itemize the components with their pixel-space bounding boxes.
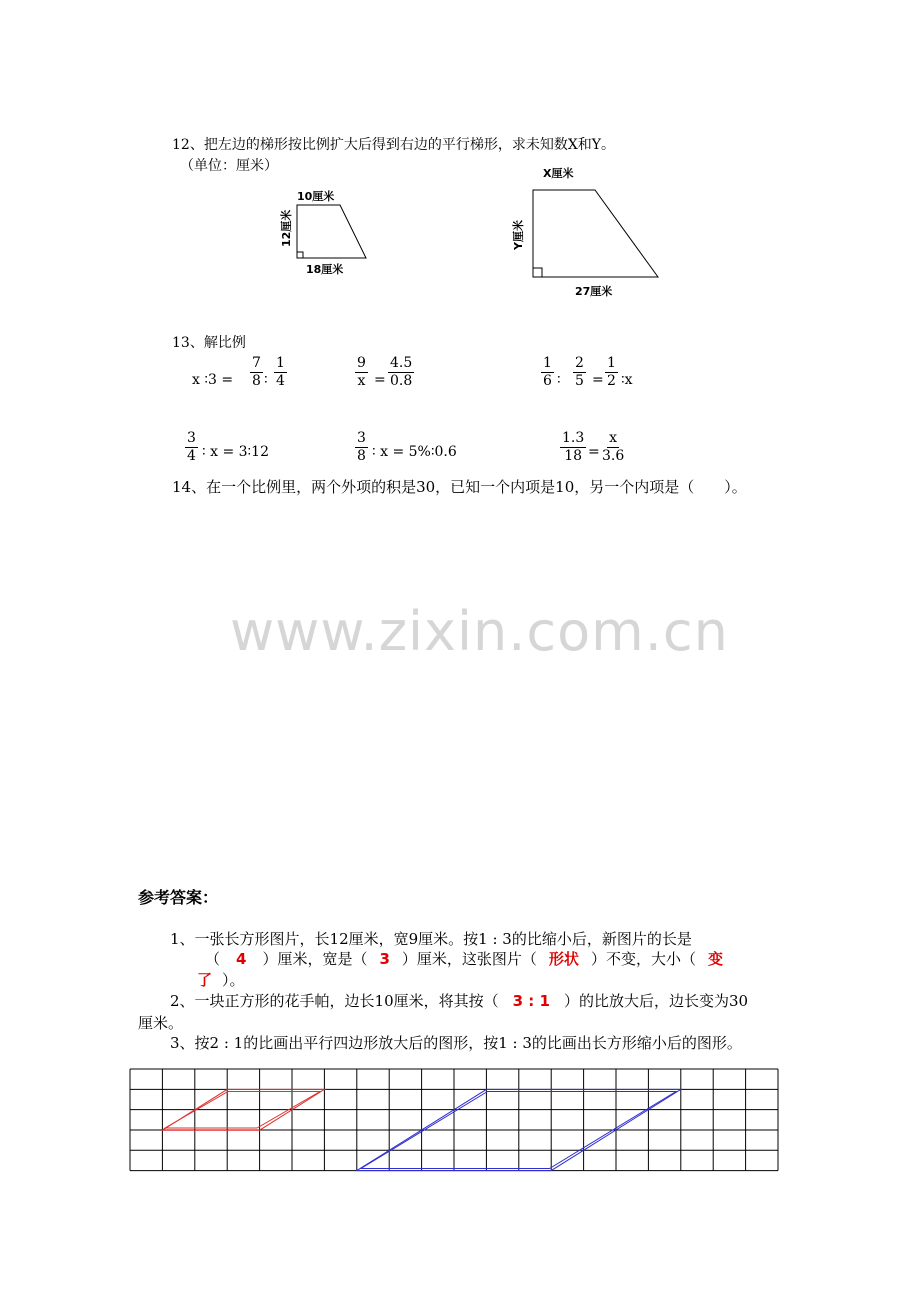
answer-1-line-3	[197, 969, 245, 990]
p3-tail: ∶x	[621, 372, 633, 388]
answer-grid	[130, 1069, 780, 1173]
p1-sep: ∶	[264, 372, 268, 388]
a2-pre: 2、一块正方形的花手帕，边长10厘米，将其按（	[170, 992, 499, 1010]
p5-tail: ∶ x = 5%∶0.6	[372, 444, 457, 460]
answer-1-value-size-1: 变	[707, 950, 723, 968]
grid-lines	[130, 1069, 778, 1171]
p3-fraction-1: $\frac{1}{6}$	[543, 355, 552, 389]
small-left-label: 12厘米	[280, 209, 293, 247]
p6-fraction-2: $\frac{x}{3.6}$	[602, 430, 625, 464]
p6-eq: =	[588, 444, 600, 460]
p1-prefix: x ∶3 =	[192, 372, 234, 388]
a2-post: ）的比放大后，边长变为30	[563, 992, 749, 1010]
small-trapezoid	[297, 205, 366, 258]
p3-fraction-2: $\frac{2}{5}$	[575, 355, 584, 389]
big-trapezoid	[533, 190, 658, 277]
small-top-label: 10厘米	[297, 190, 335, 203]
a1-end: ）。	[222, 971, 245, 989]
p6-fraction-1: $\frac{1.3}{18}$	[562, 430, 585, 464]
a1-mid1: ）厘米，宽是（	[262, 950, 368, 968]
watermark: www.zixin.com.cn	[230, 600, 729, 663]
q14-text: 14、在一个比例里，两个外项的积是30，已知一个内项是10，另一个内项是（ ）。	[172, 478, 747, 496]
p3-fraction-3: $\frac{1}{2}$	[607, 355, 616, 389]
answer-2-value: 3 : 1	[512, 992, 550, 1010]
answer-2-line-2: 厘米。	[138, 1014, 184, 1032]
p2-fraction-1: $\frac{9}{x}$	[357, 355, 366, 389]
big-trapezoid-figure	[505, 160, 675, 310]
big-left-label: Y厘米	[512, 220, 525, 250]
q13-title: 13、解比例	[172, 335, 246, 351]
big-right-angle-mark	[533, 268, 542, 277]
q12-text: 12、把左边的梯形按比例扩大后得到右边的平行梯形，求未知数X和Y。	[172, 137, 616, 153]
answer-1-value-width: 3	[379, 950, 390, 968]
big-bottom-label: 27厘米	[575, 285, 613, 298]
answer-1-value-size-2: 了	[197, 971, 213, 989]
p1-fraction-2: $\frac{1}{4}$	[276, 355, 285, 389]
p2-fraction-2: $\frac{4.5}{0.8}$	[390, 355, 413, 389]
q12-unit: （单位：厘米）	[180, 158, 278, 174]
answer-2-line-1	[170, 990, 748, 1011]
p1-fraction-1: $\frac{7}{8}$	[252, 355, 261, 389]
answer-1-value-shape: 形状	[548, 950, 579, 968]
a1-open: （	[205, 950, 221, 968]
answer-1-line-2	[205, 948, 723, 969]
small-right-angle-mark	[297, 252, 303, 258]
p5-fraction: $\frac{3}{8}$	[357, 430, 366, 464]
answer-1-value-length: 4	[236, 950, 247, 968]
p3-eq: =	[592, 372, 604, 388]
small-bottom-label: 18厘米	[306, 263, 344, 276]
a1-mid2: ）厘米，这张图片（	[401, 950, 537, 968]
p4-fraction: $\frac{3}{4}$	[187, 430, 196, 464]
small-trapezoid-figure	[270, 185, 390, 285]
answer-3-text: 3、按2 : 1的比画出平行四边形放大后的图形，按1 : 3的比画出长方形缩小后的图形。	[170, 1034, 742, 1052]
p2-eq: =	[374, 372, 386, 388]
p3-sep: ∶	[557, 372, 561, 388]
answers-heading: 参考答案：	[138, 888, 219, 907]
a1-mid3: ）不变，大小（	[590, 950, 696, 968]
big-top-label: X厘米	[543, 167, 574, 180]
answer-1-line-1: 1、一张长方形图片，长12厘米，宽9厘米。按1 : 3的比缩小后，新图片的长是	[170, 930, 692, 948]
p4-tail: ∶ x = 3∶12	[202, 444, 269, 460]
